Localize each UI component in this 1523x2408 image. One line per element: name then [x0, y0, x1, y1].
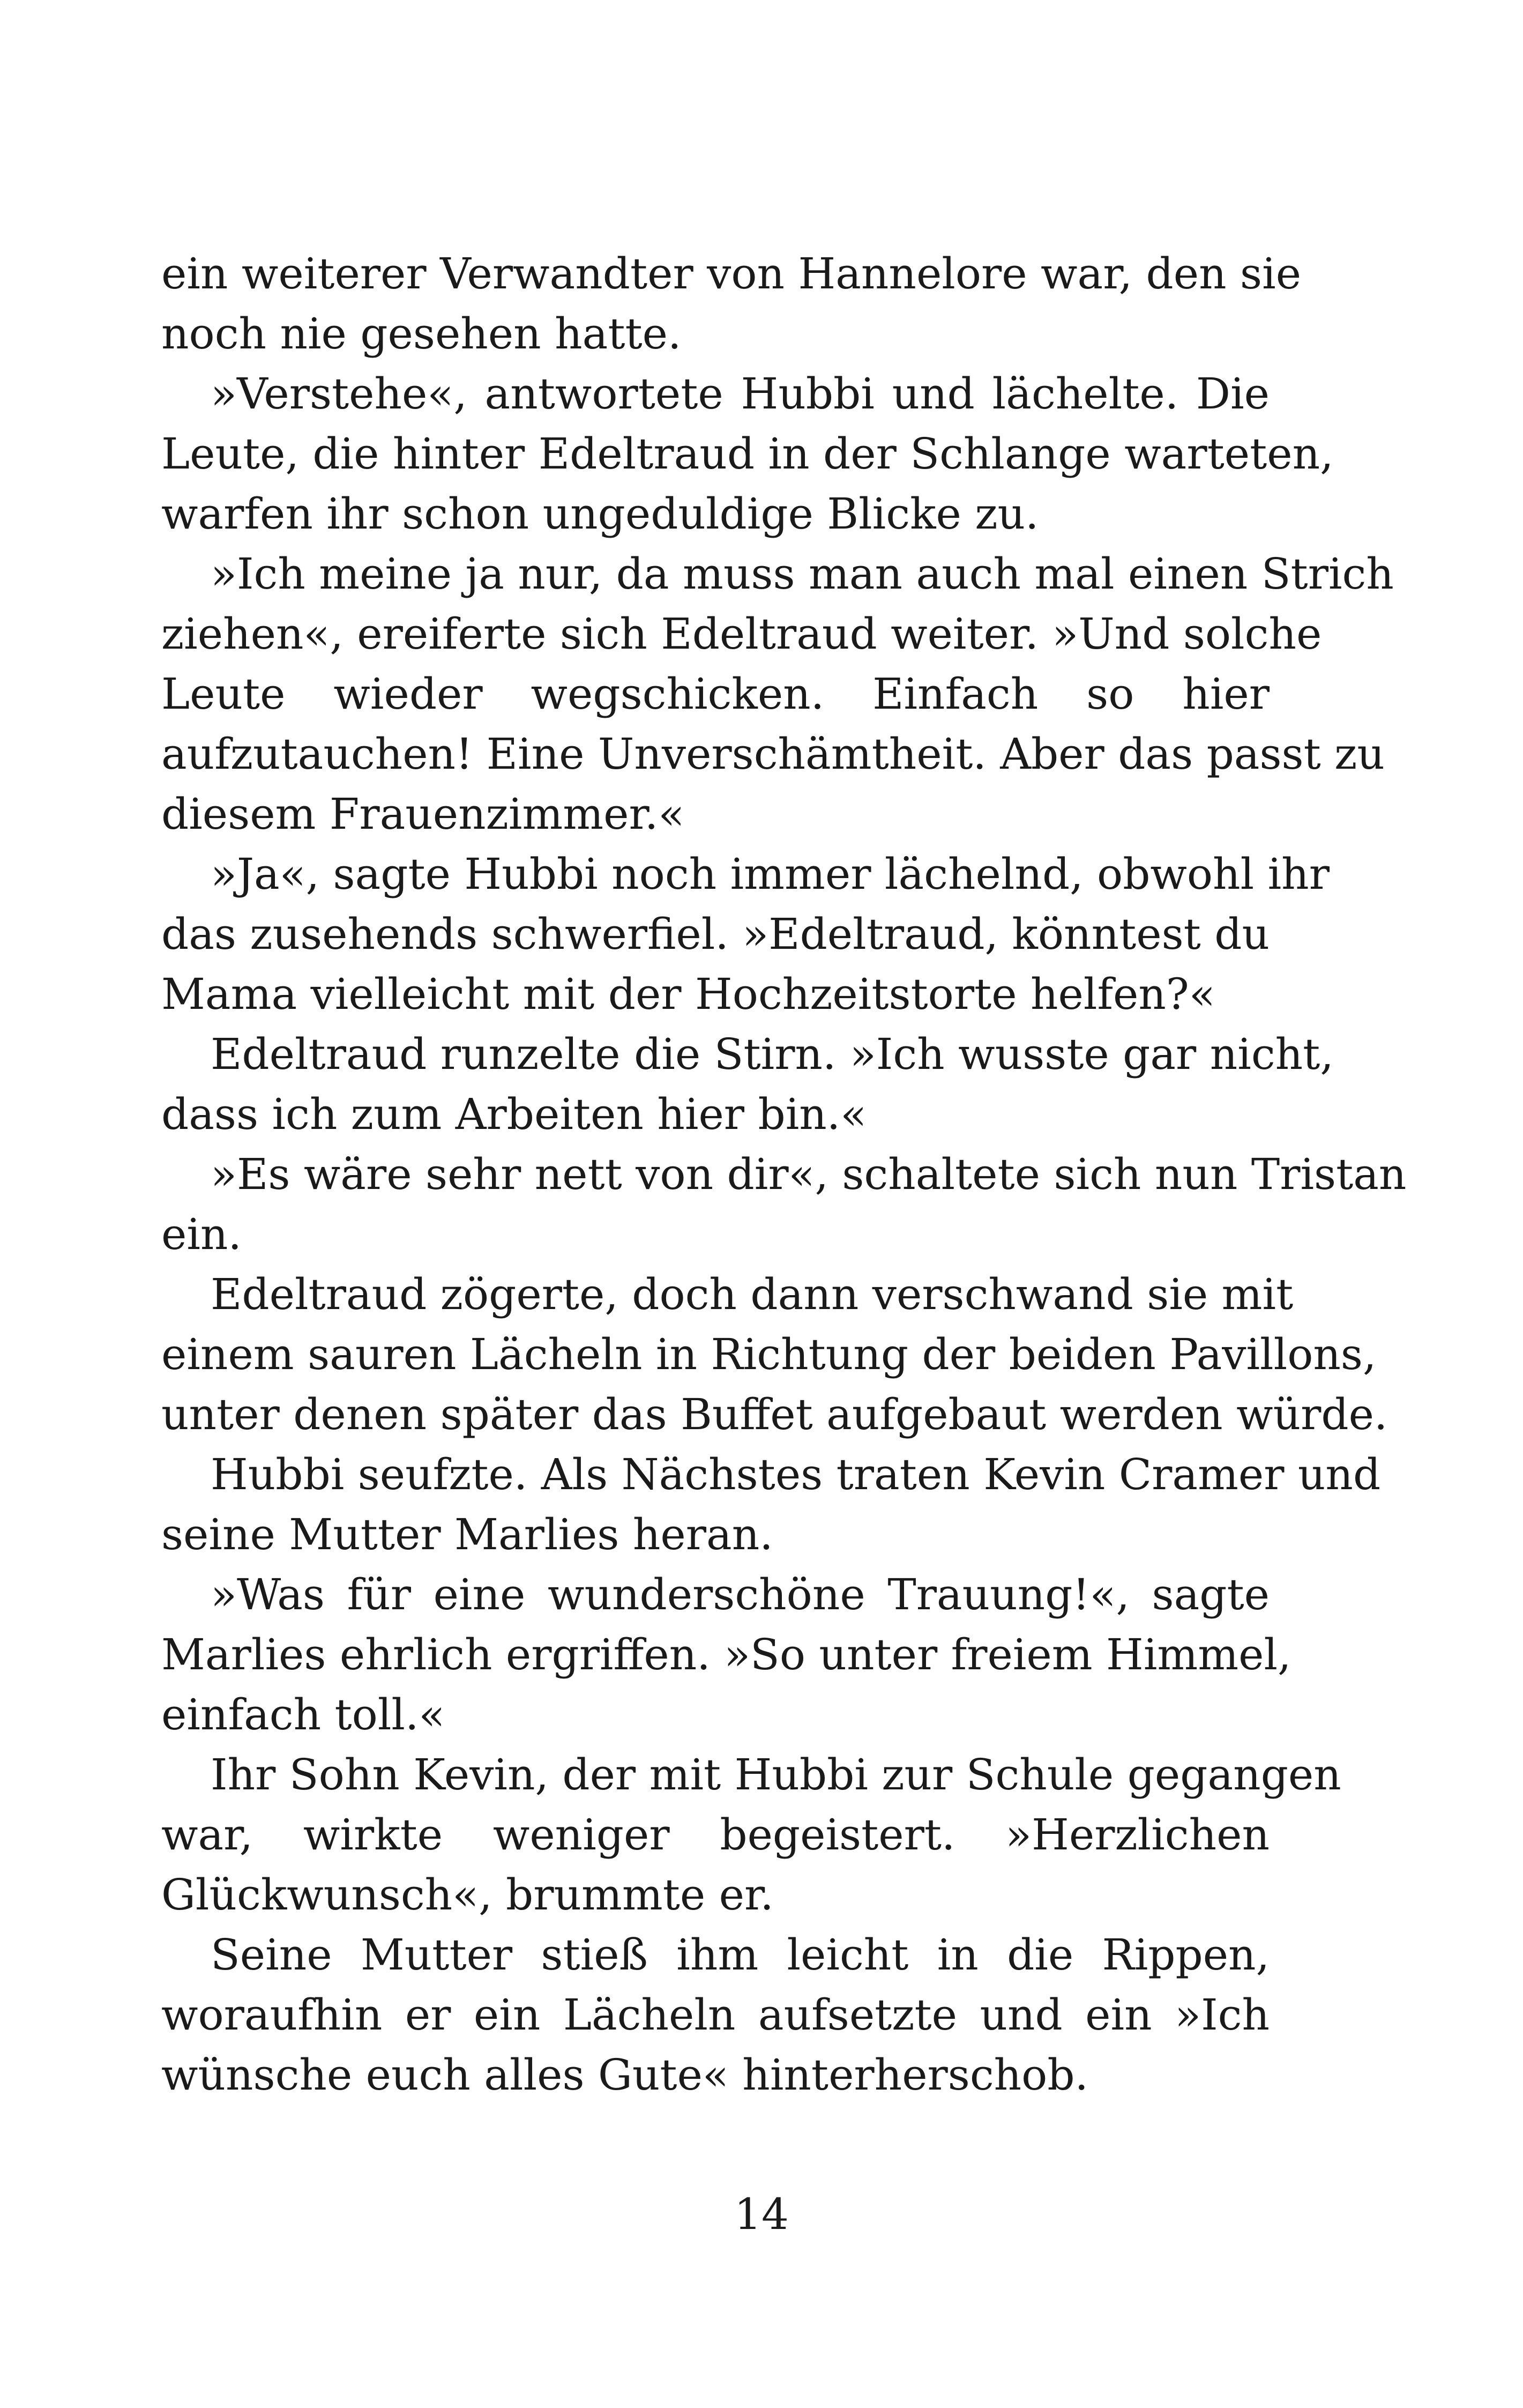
text-line: Edeltraud zögerte, doch dann verschwand sie mit	[211, 1269, 1294, 1319]
text-line: »Ja«, sagte Hubbi noch immer lächelnd, obwohl ihr	[211, 849, 1330, 899]
text-line: ziehen«, ereiferte sich Edeltraud weiter. »Und solche	[161, 609, 1322, 659]
text-line: Seine Mutter stieß ihm leicht in die Rippen,	[211, 1930, 1270, 1980]
text-line: Edeltraud runzelte die Stirn. »Ich wusste gar nicht,	[211, 1029, 1334, 1079]
text-line: unter denen später das Buffet aufgebaut werden würde.	[161, 1389, 1388, 1439]
text-line: war, wirkte weniger begeistert. »Herzlichen	[161, 1810, 1270, 1860]
text-line: »Es wäre sehr nett von dir«, schaltete sich nun Tristan	[211, 1149, 1407, 1199]
text-line: »Was für eine wunderschöne Trauung!«, sagte	[211, 1570, 1270, 1619]
text-line: ein weiterer Verwandter von Hannelore war, den sie	[161, 249, 1302, 299]
page-number: 14	[734, 2189, 789, 2239]
text-line: Mama vielleicht mit der Hochzeitstorte helfen?«	[161, 969, 1215, 1019]
text-line: ein.	[161, 1209, 242, 1259]
text-line: warfen ihr schon ungeduldige Blicke zu.	[161, 489, 1039, 539]
text-line: Leute, die hinter Edeltraud in der Schlange warteten,	[161, 429, 1334, 479]
text-line: dass ich zum Arbeiten hier bin.«	[161, 1089, 867, 1139]
text-line: einfach toll.«	[161, 1690, 445, 1740]
text-line: Glückwunsch«, brummte er.	[161, 1870, 774, 1920]
text-line: woraufhin er ein Lächeln aufsetzte und ein »Ich	[161, 1990, 1270, 2040]
body-text	[161, 244, 1407, 2105]
text-line: noch nie gesehen hatte.	[161, 309, 682, 359]
text-line: diesem Frauenzimmer.«	[161, 789, 685, 839]
text-line: »Ich meine ja nur, da muss man auch mal einen Strich	[211, 549, 1394, 599]
text-line: »Verstehe«, antwortete Hubbi und lächelte. Die	[211, 369, 1270, 419]
text-line: Leute wieder wegschicken. Einfach so hier	[161, 669, 1270, 719]
text-line: seine Mutter Marlies heran.	[161, 1510, 773, 1559]
text-line: wünsche euch alles Gute« hinterherschob.	[161, 2050, 1088, 2100]
text-line: Ihr Sohn Kevin, der mit Hubbi zur Schule gegangen	[211, 1750, 1341, 1800]
text-line: einem sauren Lächeln in Richtung der beiden Pavillons,	[161, 1329, 1377, 1379]
text-line: Hubbi seufzte. Als Nächstes traten Kevin Cramer und	[211, 1450, 1381, 1499]
text-line: Marlies ehrlich ergriffen. »So unter freiem Himmel,	[161, 1630, 1291, 1679]
text-line: aufzutauchen! Eine Unverschämtheit. Aber das passt zu	[161, 729, 1385, 779]
text-line: das zusehends schwerfiel. »Edeltraud, könntest du	[161, 909, 1270, 959]
